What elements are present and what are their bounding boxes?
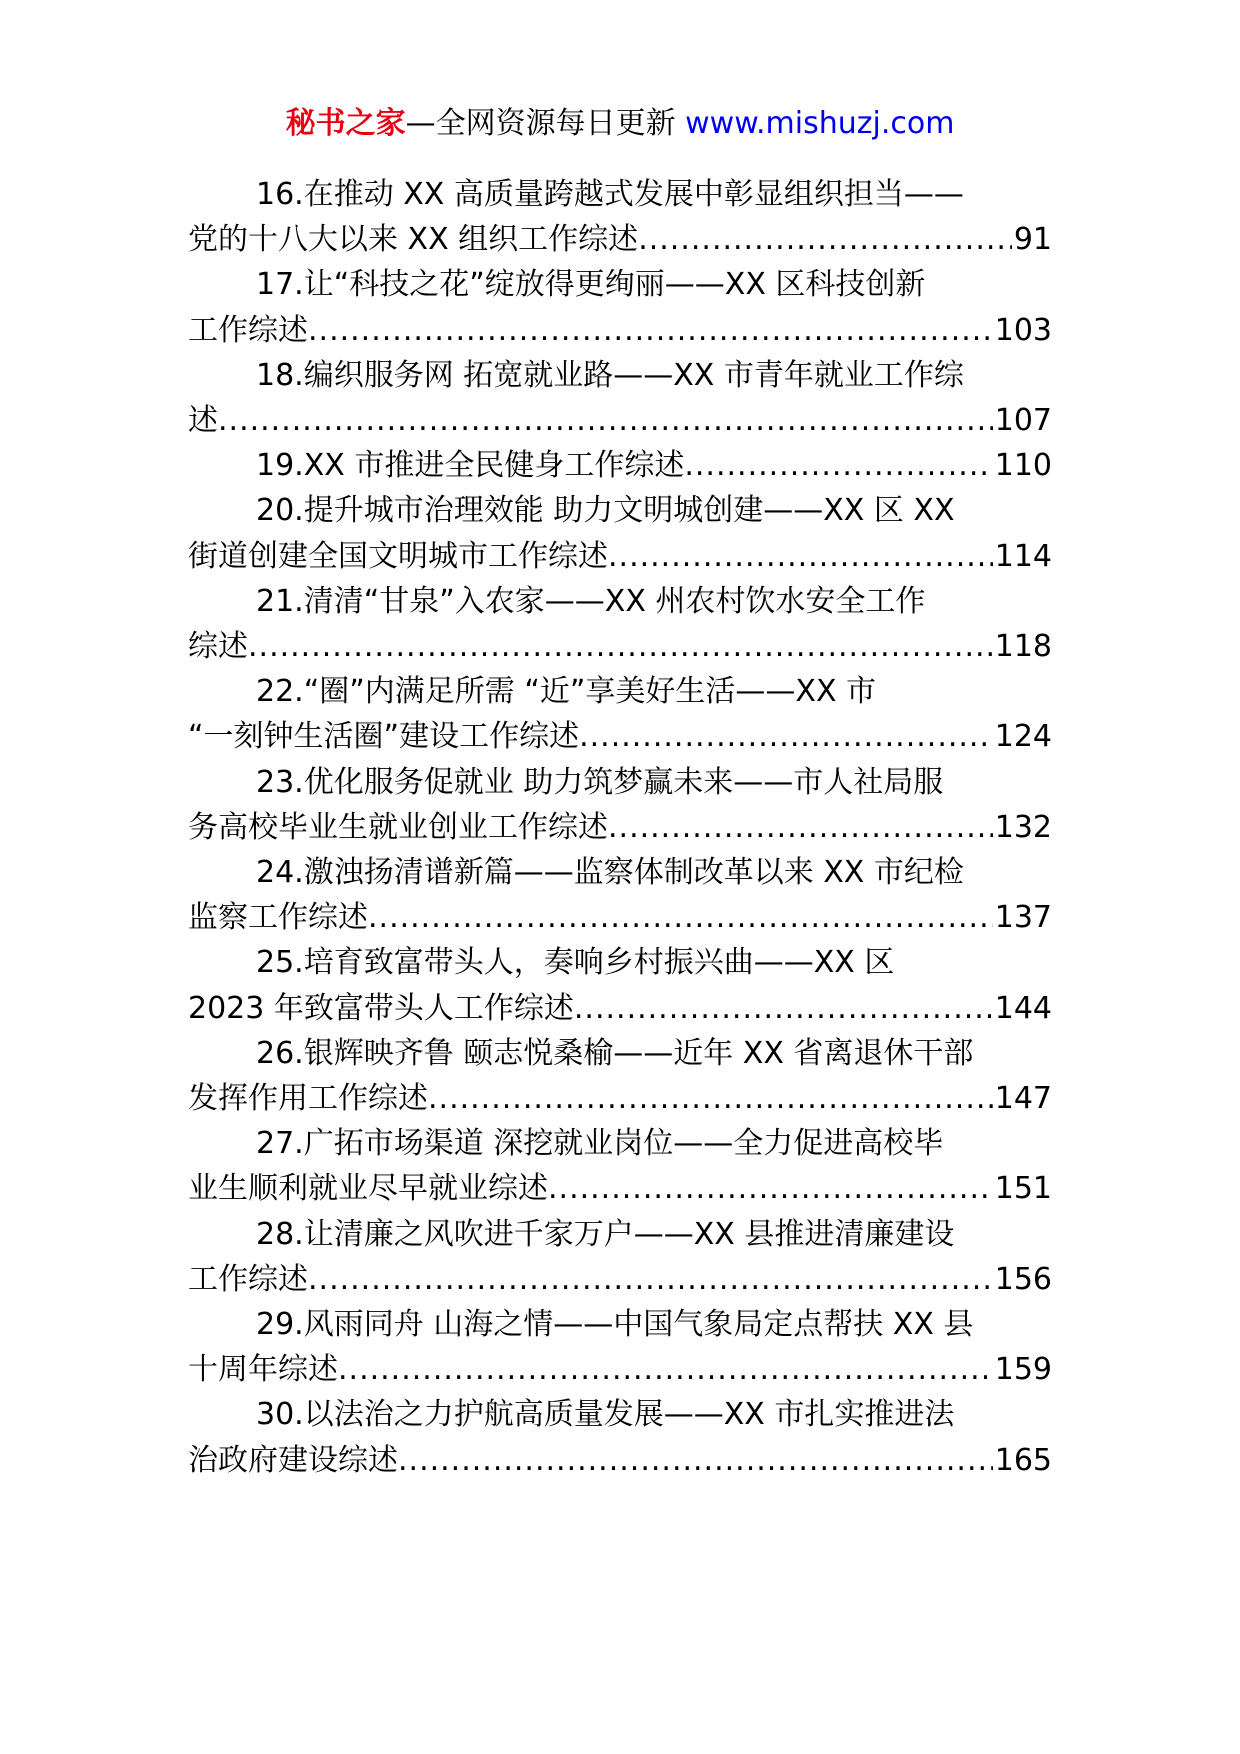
toc-entry-title: 29.风雨同舟 山海之情——中国气象局定点帮扶 XX 县 (256, 1307, 974, 1343)
toc-entry-title: 25.培育致富带头人，奏响乡村振兴曲——XX 区 (256, 945, 895, 981)
toc-entry-continuation: 发挥作用工作综述 (188, 1081, 428, 1117)
toc-page-number: 159 (994, 1352, 1052, 1388)
toc-entry-continuation: 工作综述 (188, 312, 308, 348)
toc-entry-continuation: 监察工作综述 (188, 900, 368, 936)
dot-leader (248, 624, 993, 669)
toc-page-number: 91 (1013, 222, 1052, 258)
toc-entry-16 (188, 172, 1052, 262)
toc-entry-continuation: 十周年综述 (188, 1352, 338, 1388)
toc-entry-continuation: 述 (188, 403, 218, 439)
toc-entry-continuation-row (188, 1076, 1052, 1121)
toc-entry-title: 17.让“科技之花”绽放得更绚丽——XX 区科技创新 (256, 267, 926, 303)
toc-entry-27 (188, 1121, 1052, 1211)
toc-page-number: 151 (994, 1171, 1052, 1207)
toc-entry-continuation-row (188, 1257, 1052, 1302)
toc-entry-continuation: 街道创建全国文明城市工作综述 (188, 538, 608, 574)
toc-entry-continuation-row (188, 308, 1052, 353)
toc-entry-29 (188, 1302, 1052, 1392)
toc-entry-continuation: 工作综述 (188, 1261, 308, 1297)
toc-page-number: 114 (994, 538, 1052, 574)
toc-entry-continuation: “一刻钟生活圈”建设工作综述 (188, 719, 580, 755)
toc-page-number: 156 (994, 1261, 1052, 1297)
toc-entry-continuation-row (188, 895, 1052, 940)
toc-entry-title: 24.激浊扬清谱新篇——监察体制改革以来 XX 市纪检 (256, 855, 964, 891)
toc-entry-continuation-row (188, 534, 1052, 579)
toc-entry-30 (188, 1392, 1052, 1482)
table-of-contents (188, 172, 1052, 1483)
toc-entry-continuation: 2023 年致富带头人工作综述 (188, 990, 574, 1026)
toc-entry-22 (188, 669, 1052, 759)
toc-entry-24 (188, 850, 1052, 940)
toc-entry-19 (188, 443, 1052, 488)
toc-entry-title: 16.在推动 XX 高质量跨越式发展中彰显组织担当—— (256, 177, 964, 212)
toc-entry-continuation-row (188, 805, 1052, 850)
toc-entry-continuation: 业生顺利就业尽早就业综述 (188, 1171, 548, 1207)
toc-page-number: 124 (994, 719, 1052, 755)
toc-entry-20 (188, 488, 1052, 578)
toc-entry-continuation-row (188, 714, 1052, 759)
toc-entry-continuation-row (188, 1166, 1052, 1211)
toc-entry-title: 18.编织服务网 拓宽就业路——XX 市青年就业工作综 (256, 357, 964, 393)
dot-leader (368, 895, 993, 940)
toc-entry-continuation: 务高校毕业生就业创业工作综述 (188, 809, 608, 845)
toc-entry-continuation-row (188, 217, 1052, 262)
toc-entry-continuation: 党的十八大以来 XX 组织工作综述 (188, 222, 639, 258)
toc-page-number: 107 (994, 403, 1052, 439)
toc-entry-18 (188, 353, 1052, 443)
toc-entry-21 (188, 579, 1052, 669)
toc-page-number: 103 (994, 312, 1052, 348)
dot-leader (398, 1438, 993, 1483)
toc-page-number: 137 (994, 900, 1052, 936)
dot-leader (308, 308, 993, 353)
toc-page-number: 144 (994, 990, 1052, 1026)
brand-name: 秘书之家 (285, 106, 406, 141)
dot-leader (218, 398, 993, 443)
toc-entry-continuation-row (188, 1347, 1052, 1392)
toc-entry-17 (188, 262, 1052, 352)
dot-leader (684, 443, 992, 488)
toc-entry-title: 22.“圈”内满足所需 “近”享美好生活——XX 市 (256, 674, 877, 710)
toc-entry-title: 26.银辉映齐鲁 颐志悦桑榆——近年 XX 省离退休干部 (256, 1035, 974, 1071)
dot-leader (638, 217, 1012, 262)
page-header (0, 104, 1240, 144)
dot-leader (574, 986, 993, 1031)
dot-leader (338, 1347, 993, 1392)
toc-entry-title: 20.提升城市治理效能 助力文明城创建——XX 区 XX (256, 493, 955, 529)
toc-entry-title: 27.广拓市场渠道 深挖就业岗位——全力促进高校毕 (256, 1126, 944, 1162)
dot-leader (548, 1166, 993, 1211)
dot-leader (428, 1076, 993, 1121)
toc-entry-23 (188, 760, 1052, 850)
toc-page-number: 118 (994, 629, 1052, 665)
toc-entry-continuation: 治政府建设综述 (188, 1442, 398, 1478)
toc-entry-26 (188, 1031, 1052, 1121)
dot-leader (579, 714, 993, 759)
toc-page-number: 165 (994, 1442, 1052, 1478)
toc-entry-title: 30.以法治之力护航高质量发展——XX 市扎实推进法 (256, 1397, 955, 1433)
toc-entry-continuation-row (188, 624, 1052, 669)
dot-leader (608, 534, 993, 579)
toc-page-number: 147 (994, 1081, 1052, 1117)
toc-page-number: 132 (994, 809, 1052, 845)
dot-leader (308, 1257, 993, 1302)
toc-entry-25 (188, 940, 1052, 1030)
toc-entry-title: 23.优化服务促就业 助力筑梦赢未来——市人社局服 (256, 764, 944, 800)
toc-entry-continuation: 综述 (188, 629, 248, 665)
header-tagline: —全网资源每日更新 (405, 106, 686, 141)
toc-entry-continuation-row (188, 1438, 1052, 1483)
toc-entry-continuation-row (188, 398, 1052, 443)
toc-entry-single-row (188, 443, 1052, 488)
toc-entry-title: 21.清清“甘泉”入农家——XX 州农村饮水安全工作 (256, 583, 926, 619)
toc-entry-28 (188, 1212, 1052, 1302)
site-url-link[interactable]: www.mishuzj.com (685, 106, 955, 141)
dot-leader (608, 805, 993, 850)
toc-page-number: 110 (994, 448, 1052, 484)
toc-entry-title: 28.让清廉之风吹进千家万户——XX 县推进清廉建设 (256, 1216, 955, 1252)
toc-entry-title: 19.XX 市推进全民健身工作综述 (256, 448, 685, 484)
toc-entry-continuation-row (188, 986, 1052, 1031)
